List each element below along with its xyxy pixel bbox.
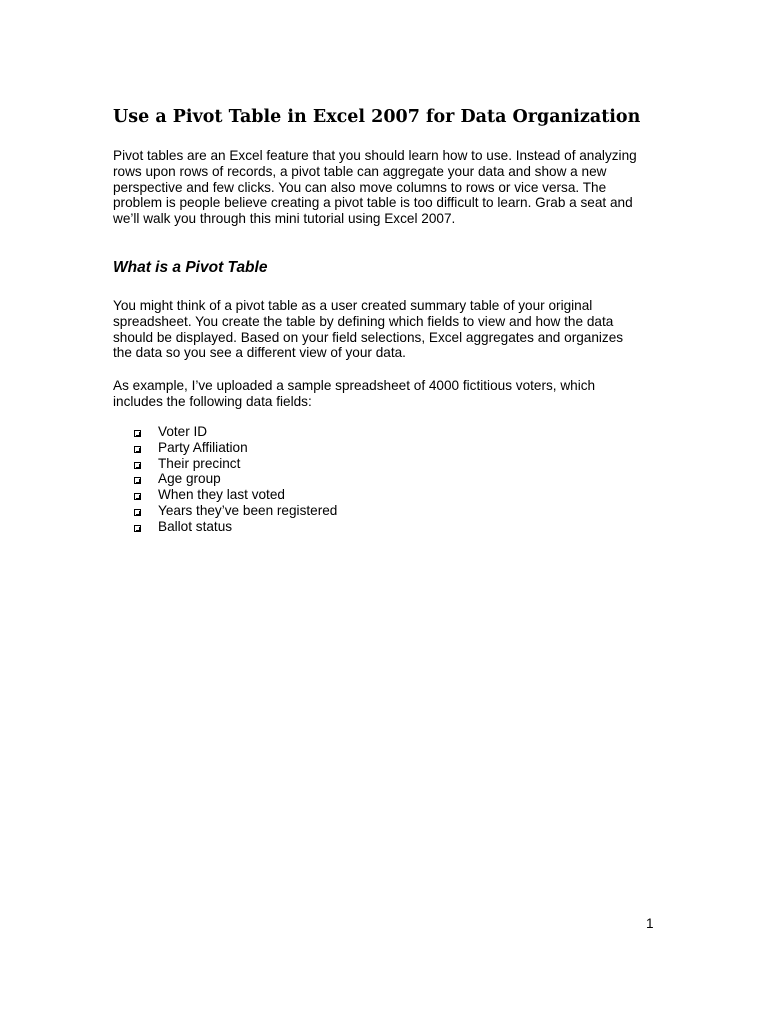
document-title: Use a Pivot Table in Excel 2007 for Data Organization bbox=[113, 107, 641, 127]
square-bullet-icon bbox=[134, 462, 141, 469]
intro-line: problem is people believe creating a pivot table is too difficult to learn. Grab a seat and bbox=[113, 195, 633, 211]
list-item-text: Their precinct bbox=[158, 455, 241, 471]
list-item-text: Party Affiliation bbox=[158, 439, 248, 455]
definition-line: spreadsheet. You create the table by defining which fields to view and how the data bbox=[113, 313, 614, 329]
square-bullet-icon bbox=[134, 430, 141, 437]
square-bullet-icon bbox=[134, 446, 141, 453]
square-bullet-icon bbox=[134, 509, 141, 516]
list-item-text: Years they’ve been registered bbox=[158, 502, 338, 518]
example-paragraph bbox=[113, 378, 653, 410]
definition-line: the data so you see a different view of your data. bbox=[113, 345, 406, 361]
intro-line: rows upon rows of records, a pivot table can aggregate your data and show a new bbox=[113, 163, 607, 179]
square-bullet-icon bbox=[134, 493, 141, 500]
list-item-text: Ballot status bbox=[158, 518, 233, 534]
intro-paragraph bbox=[113, 148, 653, 227]
example-line: As example, I’ve uploaded a sample spreadsheet of 4000 fictitious voters, which bbox=[113, 378, 596, 393]
list-item-text: When they last voted bbox=[158, 487, 285, 503]
intro-line: we’ll walk you through this mini tutorial using Excel 2007. bbox=[113, 211, 456, 227]
definition-line: should be displayed. Based on your field selections, Excel aggregates and organizes bbox=[113, 329, 624, 345]
page-number: 1 bbox=[646, 916, 654, 931]
definition-line: You might think of a pivot table as a user created summary table of your original bbox=[113, 298, 593, 313]
list-item-text: Age group bbox=[158, 471, 221, 487]
square-bullet-icon bbox=[134, 477, 141, 484]
list-item-text: Voter ID bbox=[158, 424, 208, 439]
definition-paragraph bbox=[113, 298, 653, 361]
section-heading: What is a Pivot Table bbox=[113, 259, 268, 276]
square-bullet-icon bbox=[134, 525, 141, 532]
example-line: includes the following data fields: bbox=[113, 393, 312, 409]
intro-line: perspective and few clicks. You can also move columns to rows or vice versa. The bbox=[113, 179, 607, 195]
intro-line: Pivot tables are an Excel feature that you should learn how to use. Instead of analyzing bbox=[113, 148, 637, 163]
